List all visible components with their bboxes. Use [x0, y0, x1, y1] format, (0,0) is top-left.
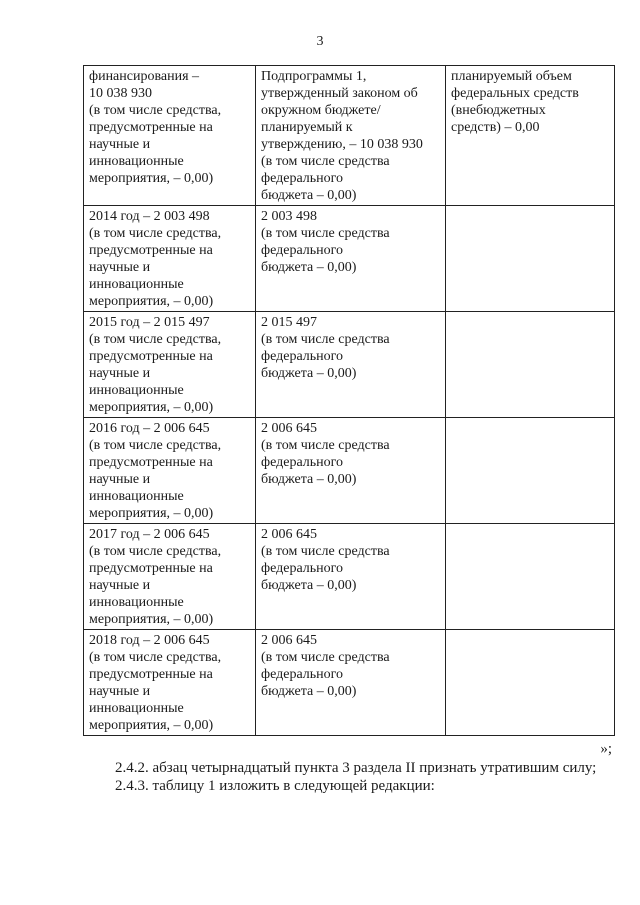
- cell-text-line: (в том числе средства: [261, 226, 390, 241]
- closing-quote: »;: [600, 741, 612, 757]
- table-cell-2: [256, 524, 446, 630]
- cell-text-line: Подпрограммы 1,: [261, 69, 367, 84]
- table-row: [84, 312, 615, 418]
- cell-text-line: 2 006 645: [261, 527, 317, 542]
- table-cell-3: [446, 312, 615, 418]
- table-cell-2: [256, 206, 446, 312]
- paragraph-2-4-2: 2.4.2. абзац четырнадцатый пункта 3 раздела II признать утратившим силу;: [115, 760, 597, 776]
- cell-text-line: 2014 год – 2 003 498: [89, 209, 210, 224]
- table-cell-1: [84, 206, 256, 312]
- cell-text-line: 2016 год – 2 006 645: [89, 421, 210, 436]
- cell-text-line: федерального: [261, 171, 344, 186]
- cell-text-line: научные и: [89, 366, 151, 381]
- cell-text-line: 2 015 497: [261, 315, 317, 330]
- cell-text-line: (внебюджетных: [451, 103, 546, 118]
- table-cell-1: [84, 418, 256, 524]
- cell-text-line: федерального: [261, 667, 344, 682]
- cell-text-line: бюджета – 0,00): [261, 472, 357, 487]
- cell-text-line: федеральных средств: [451, 86, 579, 101]
- table-row: [84, 206, 615, 312]
- cell-text-line: федерального: [261, 561, 344, 576]
- cell-text-line: утвержденный законом об: [261, 86, 418, 101]
- cell-text-line: бюджета – 0,00): [261, 366, 357, 381]
- cell-text-line: научные и: [89, 578, 151, 593]
- table-cell-3: [446, 524, 615, 630]
- cell-text-line: предусмотренные на: [89, 349, 213, 364]
- paragraph-2-4-3: 2.4.3. таблицу 1 изложить в следующей редакции:: [115, 778, 435, 794]
- cell-text-line: предусмотренные на: [89, 667, 213, 682]
- cell-text-line: 10 038 930: [89, 86, 152, 101]
- cell-text-line: предусмотренные на: [89, 455, 213, 470]
- page-number: 3: [316, 34, 324, 49]
- cell-text-line: бюджета – 0,00): [261, 578, 357, 593]
- cell-text-line: (в том числе средства: [261, 438, 390, 453]
- cell-text-line: (в том числе средства: [261, 154, 390, 169]
- table-row: [84, 66, 615, 206]
- cell-text-line: научные и: [89, 472, 151, 487]
- cell-text-line: предусмотренные на: [89, 243, 213, 258]
- cell-text-line: 2018 год – 2 006 645: [89, 633, 210, 648]
- cell-text-line: научные и: [89, 684, 151, 699]
- cell-text-line: 2015 год – 2 015 497: [89, 315, 210, 330]
- cell-text-line: мероприятия, – 0,00): [89, 294, 214, 309]
- table-row: [84, 524, 615, 630]
- cell-text-line: 2 006 645: [261, 633, 317, 648]
- cell-text-line: инновационные: [89, 595, 184, 610]
- cell-text-line: мероприятия, – 0,00): [89, 400, 214, 415]
- funding-table: [83, 65, 615, 736]
- cell-text-line: мероприятия, – 0,00): [89, 506, 214, 521]
- cell-text-line: инновационные: [89, 383, 184, 398]
- table-cell-3: [446, 630, 615, 736]
- cell-text-line: федерального: [261, 349, 344, 364]
- cell-text-line: инновационные: [89, 277, 184, 292]
- cell-text-line: федерального: [261, 455, 344, 470]
- table-cell-2: [256, 418, 446, 524]
- table-row: [84, 630, 615, 736]
- table-cell-3: [446, 206, 615, 312]
- cell-text-line: (в том числе средства: [261, 332, 390, 347]
- table-cell-1: [84, 312, 256, 418]
- cell-text-line: планируемый к: [261, 120, 353, 135]
- cell-text-line: 2017 год – 2 006 645: [89, 527, 210, 542]
- cell-text-line: (в том числе средства,: [89, 438, 222, 453]
- cell-text-line: 2 003 498: [261, 209, 317, 224]
- table-cell-3: [446, 66, 615, 206]
- table-cell-2: [256, 66, 446, 206]
- cell-text-line: (в том числе средства,: [89, 332, 222, 347]
- cell-text-line: мероприятия, – 0,00): [89, 612, 214, 627]
- cell-text-line: (в том числе средства: [261, 544, 390, 559]
- cell-text-line: окружном бюджете/: [261, 103, 381, 118]
- cell-text-line: федерального: [261, 243, 344, 258]
- cell-text-line: инновационные: [89, 701, 184, 716]
- cell-text-line: предусмотренные на: [89, 561, 213, 576]
- table-cell-1: [84, 630, 256, 736]
- table-row: [84, 418, 615, 524]
- cell-text-line: (в том числе средства,: [89, 650, 222, 665]
- table-cell-2: [256, 630, 446, 736]
- table-cell-2: [256, 312, 446, 418]
- cell-text-line: планируемый объем: [451, 69, 572, 84]
- cell-text-line: 2 006 645: [261, 421, 317, 436]
- cell-text-line: предусмотренные на: [89, 120, 213, 135]
- cell-text-line: научные и: [89, 137, 151, 152]
- cell-text-line: (в том числе средства,: [89, 544, 222, 559]
- cell-text-line: инновационные: [89, 489, 184, 504]
- table-cell-3: [446, 418, 615, 524]
- cell-text-line: инновационные: [89, 154, 184, 169]
- cell-text-line: бюджета – 0,00): [261, 260, 357, 275]
- cell-text-line: бюджета – 0,00): [261, 684, 357, 699]
- cell-text-line: бюджета – 0,00): [261, 188, 357, 203]
- cell-text-line: мероприятия, – 0,00): [89, 718, 214, 733]
- cell-text-line: (в том числе средства: [261, 650, 390, 665]
- cell-text-line: мероприятия, – 0,00): [89, 171, 214, 186]
- cell-text-line: средств) – 0,00: [451, 120, 540, 135]
- cell-text-line: научные и: [89, 260, 151, 275]
- cell-text-line: финансирования –: [89, 69, 200, 84]
- cell-text-line: (в том числе средства,: [89, 226, 222, 241]
- cell-text-line: (в том числе средства,: [89, 103, 222, 118]
- cell-text-line: утверждению, – 10 038 930: [261, 137, 423, 152]
- funding-table-body: [84, 66, 615, 736]
- table-cell-1: [84, 524, 256, 630]
- table-cell-1: [84, 66, 256, 206]
